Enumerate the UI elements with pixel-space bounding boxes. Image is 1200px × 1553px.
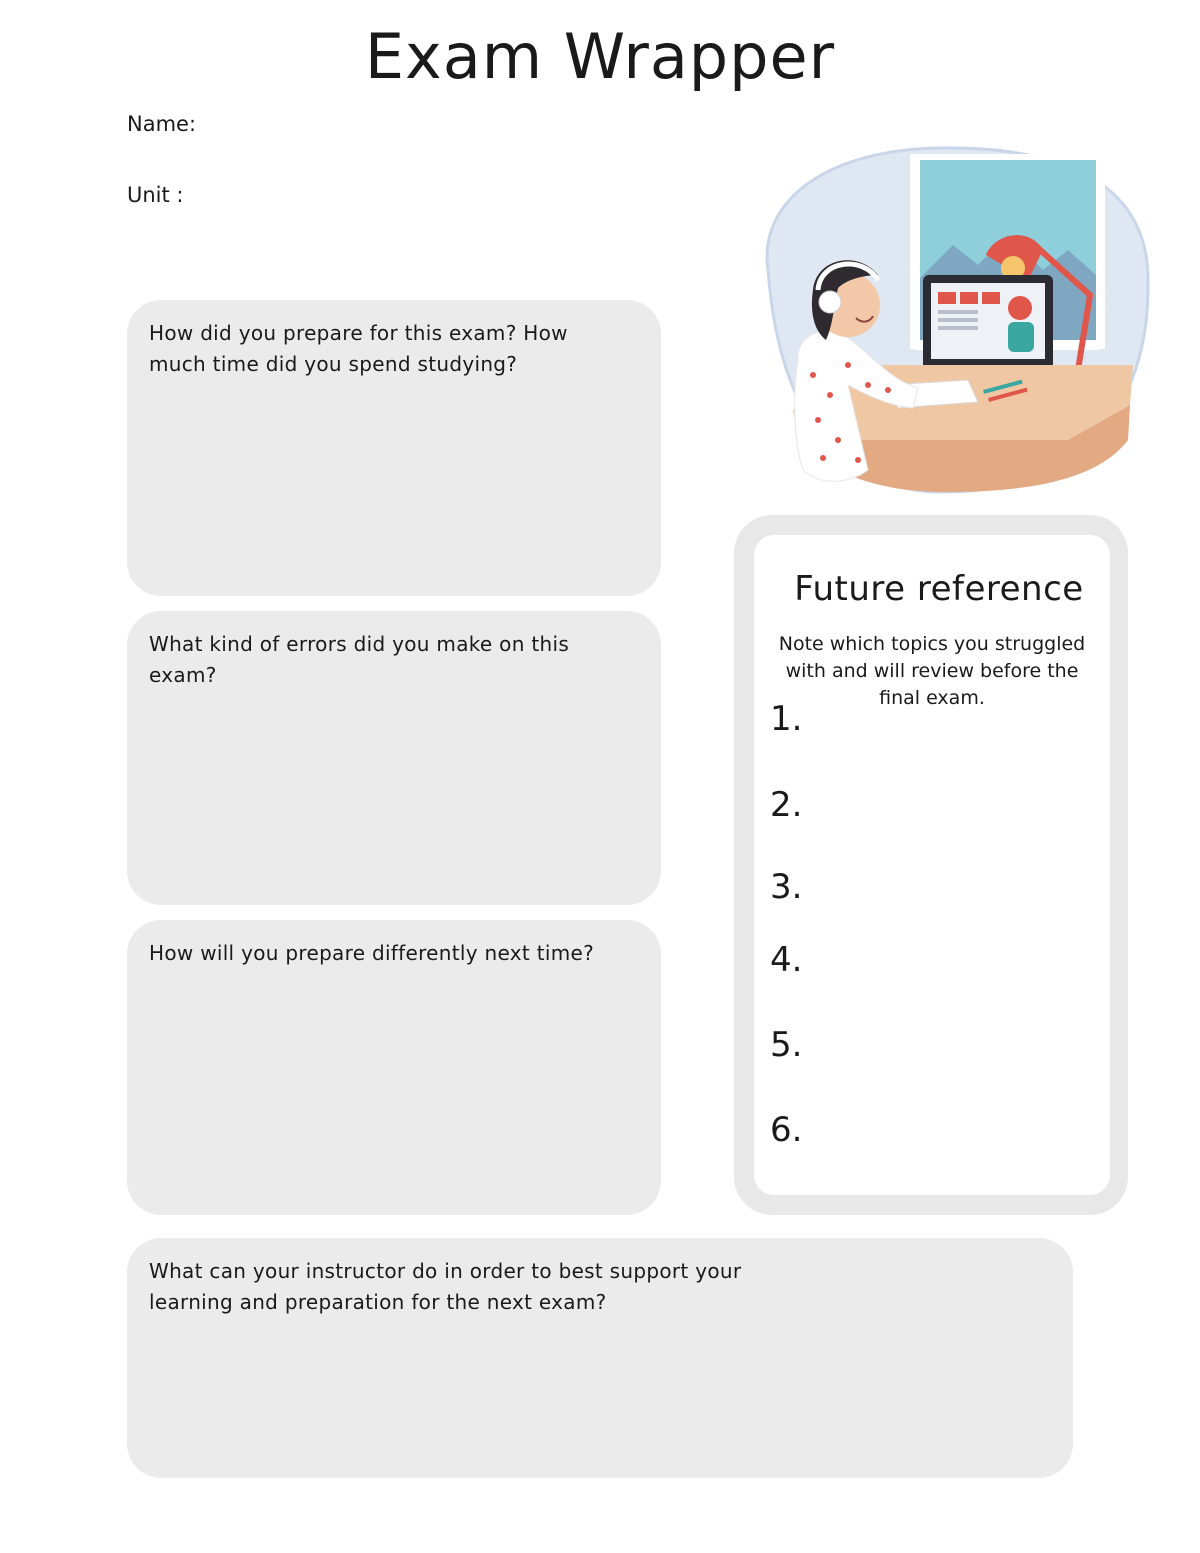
question-text: How will you prepare differently next time? xyxy=(149,941,595,965)
question-box-next-time[interactable] xyxy=(127,920,661,1215)
student-studying-illustration xyxy=(738,140,1150,495)
future-reference-title: Future reference xyxy=(794,569,1084,609)
question-box-preparation[interactable] xyxy=(127,300,661,596)
question-text: How did you prepare for this exam? How much time did you spend studying? xyxy=(149,321,568,376)
reference-item-6[interactable]: 6. xyxy=(770,1110,803,1150)
future-reference-panel xyxy=(734,515,1128,1215)
page-title: Exam Wrapper xyxy=(364,20,836,93)
name-field-label: Name: xyxy=(127,112,197,136)
future-reference-card[interactable] xyxy=(754,535,1110,1195)
reference-item-3[interactable]: 3. xyxy=(770,867,803,907)
question-box-errors[interactable] xyxy=(127,611,661,905)
reference-item-4[interactable]: 4. xyxy=(770,940,803,980)
reference-item-5[interactable]: 5. xyxy=(770,1025,803,1065)
question-box-instructor-support[interactable] xyxy=(127,1238,1073,1478)
unit-field-label: Unit : xyxy=(127,183,184,207)
question-text: What can your instructor do in order to best support your learning and preparation for the next exam? xyxy=(149,1259,742,1314)
question-text: What kind of errors did you make on this exam? xyxy=(149,632,570,687)
future-reference-note: Note which topics you struggled with and will review before the final exam. xyxy=(778,633,1086,709)
reference-item-1[interactable]: 1. xyxy=(770,699,803,739)
reference-item-2[interactable]: 2. xyxy=(770,785,803,825)
